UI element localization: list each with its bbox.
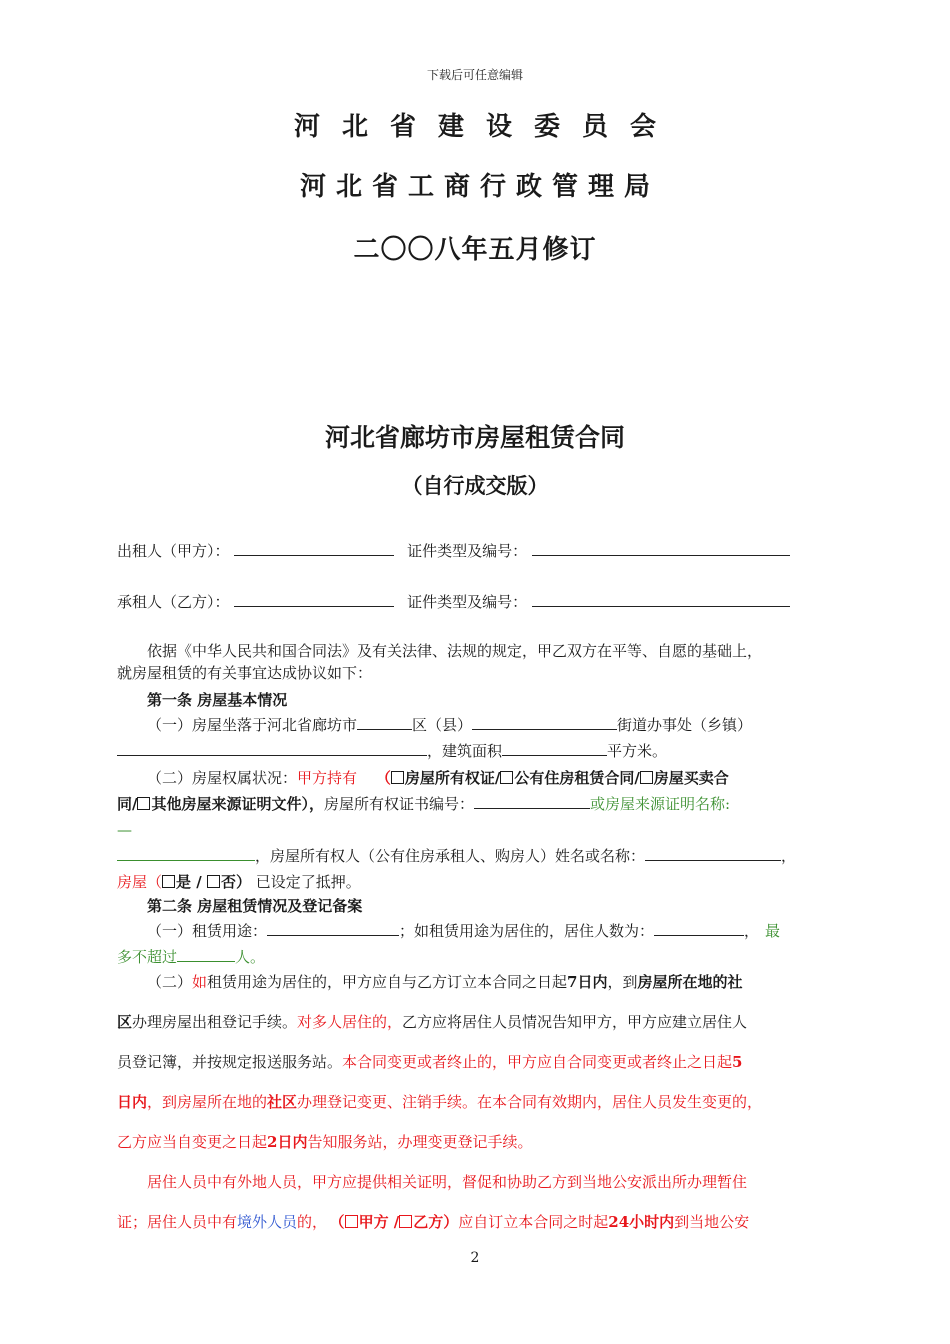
owner-name-comma: ， xyxy=(781,847,797,865)
lessor-name-field[interactable] xyxy=(234,541,394,556)
intro-line-2: 就房屋租赁的有关事宜达成协议如下： xyxy=(117,664,373,682)
org-industry-commerce-bureau: 河北省工商行政管理局 xyxy=(299,172,660,202)
contract-title: 河北省廊坊市房屋租赁合同 xyxy=(324,423,625,452)
mortgage-no-label: 否） xyxy=(220,873,251,891)
reg-line-4: 日内，到房屋所在地的社区办理登记变更、注销手续。在本合同有效期内，居住人员发生变更的， xyxy=(117,1093,763,1111)
cert-number-field[interactable] xyxy=(474,794,590,809)
source-proof-field[interactable] xyxy=(117,846,255,861)
max-occupants-label: 多不超过 xyxy=(117,948,178,966)
article-1-owner-line xyxy=(117,845,837,867)
district-suffix: 区（县） xyxy=(412,716,473,734)
source-proof-label: 或房屋来源证明名称: xyxy=(590,795,731,813)
area-field[interactable] xyxy=(502,741,607,756)
checkbox-sale-contract[interactable] xyxy=(640,771,653,784)
checkbox-mortgage-no[interactable] xyxy=(207,875,220,888)
lessee-name-field[interactable] xyxy=(234,592,394,607)
occupant-count-label: ；如租赁用途为居住的，居住人数为： xyxy=(399,922,655,940)
intro-paragraph xyxy=(117,640,837,684)
usage-label: （一）租赁用途： xyxy=(147,922,268,940)
reg-line-7: 证；居住人员中有境外人员的， （ 甲方 / 乙方）应自订立本合同之时起24小时内到当地公安 xyxy=(117,1213,750,1231)
lessee-line xyxy=(117,591,790,612)
lessee-id-field[interactable] xyxy=(532,592,790,607)
max-occupants-field[interactable] xyxy=(177,947,235,962)
article-1-location-line xyxy=(117,714,837,736)
cert-number-label: 房屋所有权证书编号： xyxy=(324,795,475,813)
checkbox-ownership-cert[interactable] xyxy=(391,771,404,784)
checkbox-public-housing[interactable] xyxy=(500,771,513,784)
contract-subtitle: （自行成交版） xyxy=(401,473,549,498)
ownership-label: （二）房屋权属状况： xyxy=(147,769,298,787)
article-1-heading: 第一条 房屋基本情况 xyxy=(147,691,288,709)
lessor-label: 出租人（甲方）： xyxy=(117,542,230,560)
article-1-area-line xyxy=(117,740,837,762)
checkbox-mortgage-yes[interactable] xyxy=(162,875,175,888)
lessor-id-label: 证件类型及编号： xyxy=(407,542,528,560)
occupant-count-field[interactable] xyxy=(654,921,744,936)
option-public-housing: 公有住房租赁合同/ xyxy=(514,769,640,787)
checkbox-foreign-lessee[interactable] xyxy=(399,1215,412,1228)
lessee-label: 承租人（乙方）： xyxy=(117,593,230,611)
article-1-ownership-line-2 xyxy=(117,793,837,815)
article-1-mortgage-line xyxy=(117,871,837,893)
mortgage-yes-label: 是 xyxy=(176,873,192,891)
paren-open: （ xyxy=(375,769,391,787)
lessor-line xyxy=(117,540,790,561)
reg-line-3: 员登记簿，并按规定报送服务站。本合同变更或者终止的，甲方应自合同变更或者终止之日起5 xyxy=(117,1053,743,1071)
owner-name-field[interactable] xyxy=(645,846,781,861)
header-note: 下载后可任意编辑 xyxy=(426,68,523,82)
article-2-registration-paragraph xyxy=(117,962,837,1242)
district-field[interactable] xyxy=(357,715,412,730)
address-detail-field[interactable] xyxy=(117,741,427,756)
owner-name-label: ，房屋所有权人（公有住房承租人、购房人）姓名或名称： xyxy=(255,847,646,865)
intro-line-1: 依据《中华人民共和国合同法》及有关法律、法规的规定，甲乙双方在平等、自愿的基础上， xyxy=(147,642,763,660)
mortgage-suffix: 已设定了抵押。 xyxy=(250,873,361,891)
max-occupants-unit: 人。 xyxy=(235,948,266,966)
option-ownership-cert: 房屋所有权证/ xyxy=(404,769,501,787)
reg-line-5: 乙方应当自变更之日起2日内告知服务站，办理变更登记手续。 xyxy=(117,1133,533,1151)
option-sale-contract: 房屋买卖合 xyxy=(653,769,729,787)
option-sale-contract-end: 同/ xyxy=(117,795,138,813)
street-office-field[interactable] xyxy=(472,715,617,730)
article-1-ownership-line-3: — xyxy=(117,821,132,839)
article-2-usage-line xyxy=(117,920,837,942)
article-2-heading: 第二条 房屋租赁情况及登记备案 xyxy=(147,897,363,915)
mortgage-separator: / xyxy=(191,873,207,891)
max-occupants-prefix: 最 xyxy=(765,922,781,940)
lessee-id-label: 证件类型及编号： xyxy=(407,593,528,611)
article-1-ownership-line-1 xyxy=(117,767,837,789)
lessor-id-field[interactable] xyxy=(532,541,790,556)
org-construction-committee: 河北省建设委员会 xyxy=(293,112,678,142)
reg-line-6: 居住人员中有外地人员，甲方应提供相关证明，督促和协助乙方到当地公安派出所办理暂住 xyxy=(147,1173,748,1191)
revision-date: 二〇〇八年五月修订 xyxy=(353,235,597,265)
occupant-count-comma: ， xyxy=(744,922,760,940)
mortgage-prefix: 房屋（ xyxy=(117,873,163,891)
area-label: ，建筑面积 xyxy=(427,742,503,760)
checkbox-foreign-lessor[interactable] xyxy=(345,1215,358,1228)
checkbox-other-docs[interactable] xyxy=(137,797,150,810)
reg-line-1: （二）如租赁用途为居住的，甲方应自与乙方订立本合同之日起7日内，到房屋所在地的社 xyxy=(147,973,743,991)
usage-field[interactable] xyxy=(267,921,399,936)
street-office-suffix: 街道办事处（乡镇） xyxy=(617,716,753,734)
option-other-docs: 其他房屋来源证明文件）， xyxy=(151,795,324,813)
area-unit: 平方米。 xyxy=(607,742,668,760)
location-prefix: （一）房屋坐落于河北省廊坊市 xyxy=(147,716,358,734)
page-number: 2 xyxy=(470,1250,480,1266)
reg-line-2: 区办理房屋出租登记手续。对多人居住的，乙方应将居住人员情况告知甲方，甲方应建立居住人 xyxy=(117,1013,748,1031)
lessor-holds-text: 甲方持有 xyxy=(297,769,358,787)
